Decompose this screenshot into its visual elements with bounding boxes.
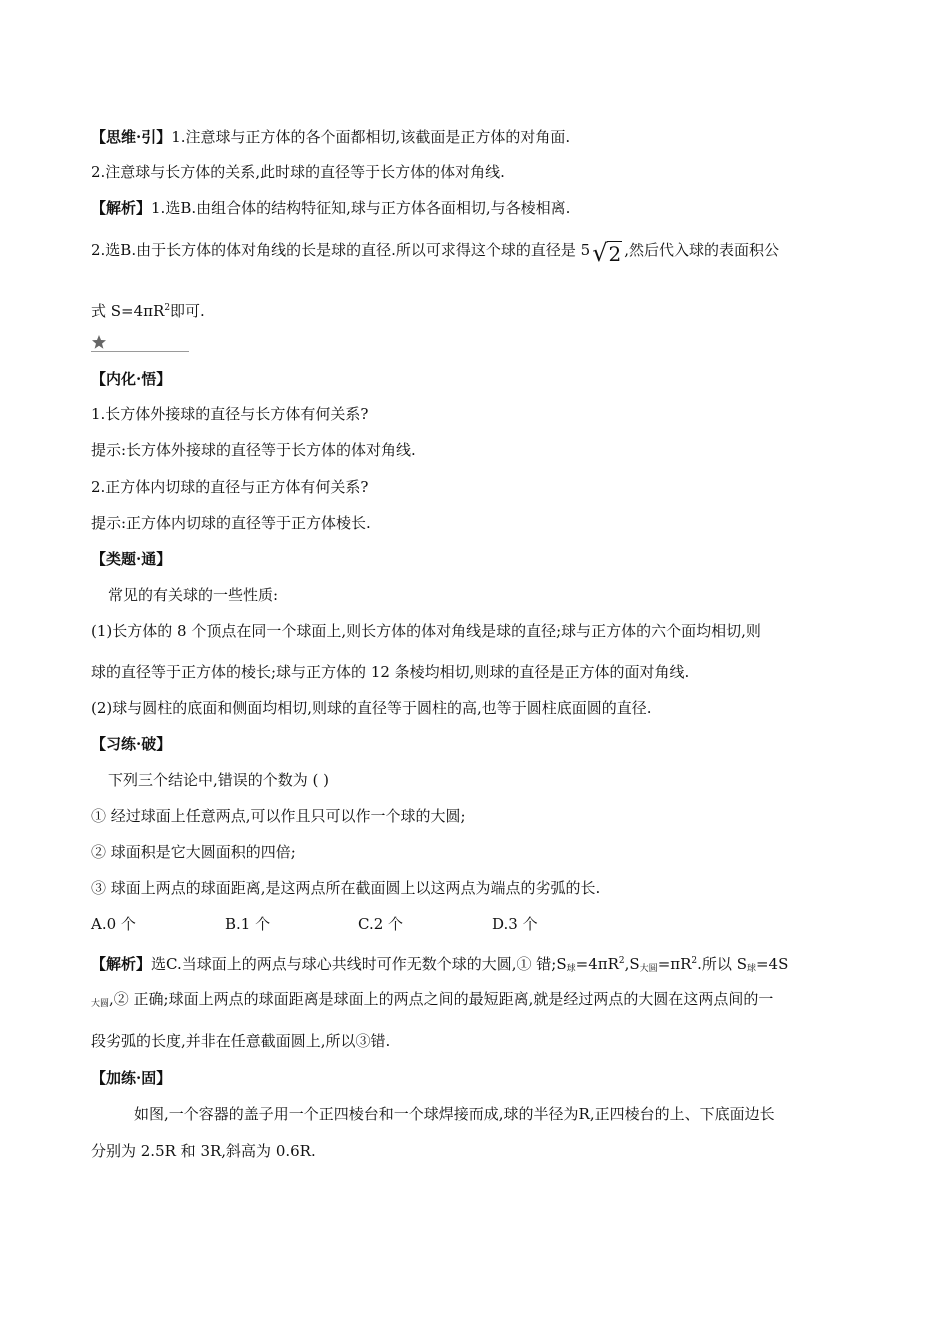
text: =πR [657,955,692,973]
section-tag: 【解析】 [91,955,152,973]
analysis-line-1 [91,198,570,218]
option-d: D.3 个 [492,915,538,933]
text: 1.注意球与正方体的各个面都相切,该截面是正方体的对角面. [171,128,571,146]
text: 即可. [170,302,205,320]
thinking-guide-line-1 [91,127,570,147]
text: =4S [755,955,789,973]
question-2: 2.正方体内切球的直径与正方体有何关系? [91,478,369,496]
subscript: 球 [566,964,576,974]
text: =4πR [575,955,619,973]
option-c: C.2 个 [358,915,404,933]
property-1a: (1)长方体的 8 个顶点在同一个球面上,则长方体的体对角线是球的直径;球与正方体的六个面均相切,则 [91,622,761,640]
section-tag: 【解析】 [91,199,152,217]
subscript: 大圆 [639,964,658,974]
solution-line-1 [91,951,788,979]
section-tag: 【习练·破】 [91,735,172,753]
divider [91,351,189,352]
text: 2.选B.由于长方体的体对角线的长是球的直径.所以可求得这个球的直径是 5 [91,241,591,259]
text: 1.选B.由组合体的结构特征知,球与正方体各面相切,与各棱相离. [151,199,571,217]
subscript: 球 [746,964,756,974]
text: ,S [624,955,640,973]
property-1b: 球的直径等于正方体的棱长;球与正方体的 12 条棱均相切,则球的直径是正方体的面对角线. [91,663,690,681]
section-tag: 【类题·通】 [91,550,172,568]
text: .所以 S [697,955,747,973]
hint-2: 提示:正方体内切球的直径等于正方体棱长. [91,514,371,532]
subscript: 大圆 [91,999,110,1009]
question-stem: 下列三个结论中,错误的个数为 ( ) [108,771,330,789]
exercise-line-1: 如图,一个容器的盖子用一个正四棱台和一个球焊接而成,球的半径为R,正四棱台的上、下底面边长 [134,1105,775,1123]
star-icon [91,334,107,350]
statement-1: ① 经过球面上任意两点,可以作且只可以作一个球的大圆; [91,807,466,825]
sqrt-expression: √2 [592,239,622,267]
section-tag: 【内化·悟】 [91,370,172,388]
intro-text: 常见的有关球的一些性质: [108,586,279,604]
question-1: 1.长方体外接球的直径与长方体有何关系? [91,405,369,423]
text: ,② 正确;球面上两点的球面距离是球面上的两点之间的最短距离,就是经过两点的大圆在这两点间的一 [109,990,774,1008]
solution-line-3: 段劣弧的长度,并非在任意截面圆上,所以③错. [91,1032,391,1050]
answer-options [91,914,538,934]
section-tag: 【思维·引】 [91,128,172,146]
statement-2: ② 球面积是它大圆面积的四倍; [91,843,296,861]
exercise-line-2: 分别为 2.5R 和 3R,斜高为 0.6R. [91,1142,316,1160]
thinking-guide-line-2: 2.注意球与长方体的关系,此时球的直径等于长方体的体对角线. [91,163,505,181]
hint-1: 提示:长方体外接球的直径等于长方体的体对角线. [91,441,416,459]
section-tag: 【加练·固】 [91,1069,172,1087]
superscript: 2 [691,956,698,966]
analysis-line-3 [91,298,205,321]
property-2: (2)球与圆柱的底面和侧面均相切,则球的直径等于圆柱的高,也等于圆柱底面圆的直径. [91,699,652,717]
superscript: 2 [164,303,171,313]
analysis-line-2 [91,239,779,267]
option-b: B.1 个 [225,915,271,933]
option-a: A.0 个 [91,915,136,933]
superscript: 2 [618,956,625,966]
statement-3: ③ 球面上两点的球面距离,是这两点所在截面圆上以这两点为端点的劣弧的长. [91,879,601,897]
text: 式 S=4πR [91,302,165,320]
text: 选C.当球面上的两点与球心共线时可作无数个球的大圆,① 错;S [151,955,567,973]
radicand: 2 [608,242,622,266]
text: ,然后代入球的表面积公 [624,241,779,259]
solution-line-2 [91,989,773,1014]
